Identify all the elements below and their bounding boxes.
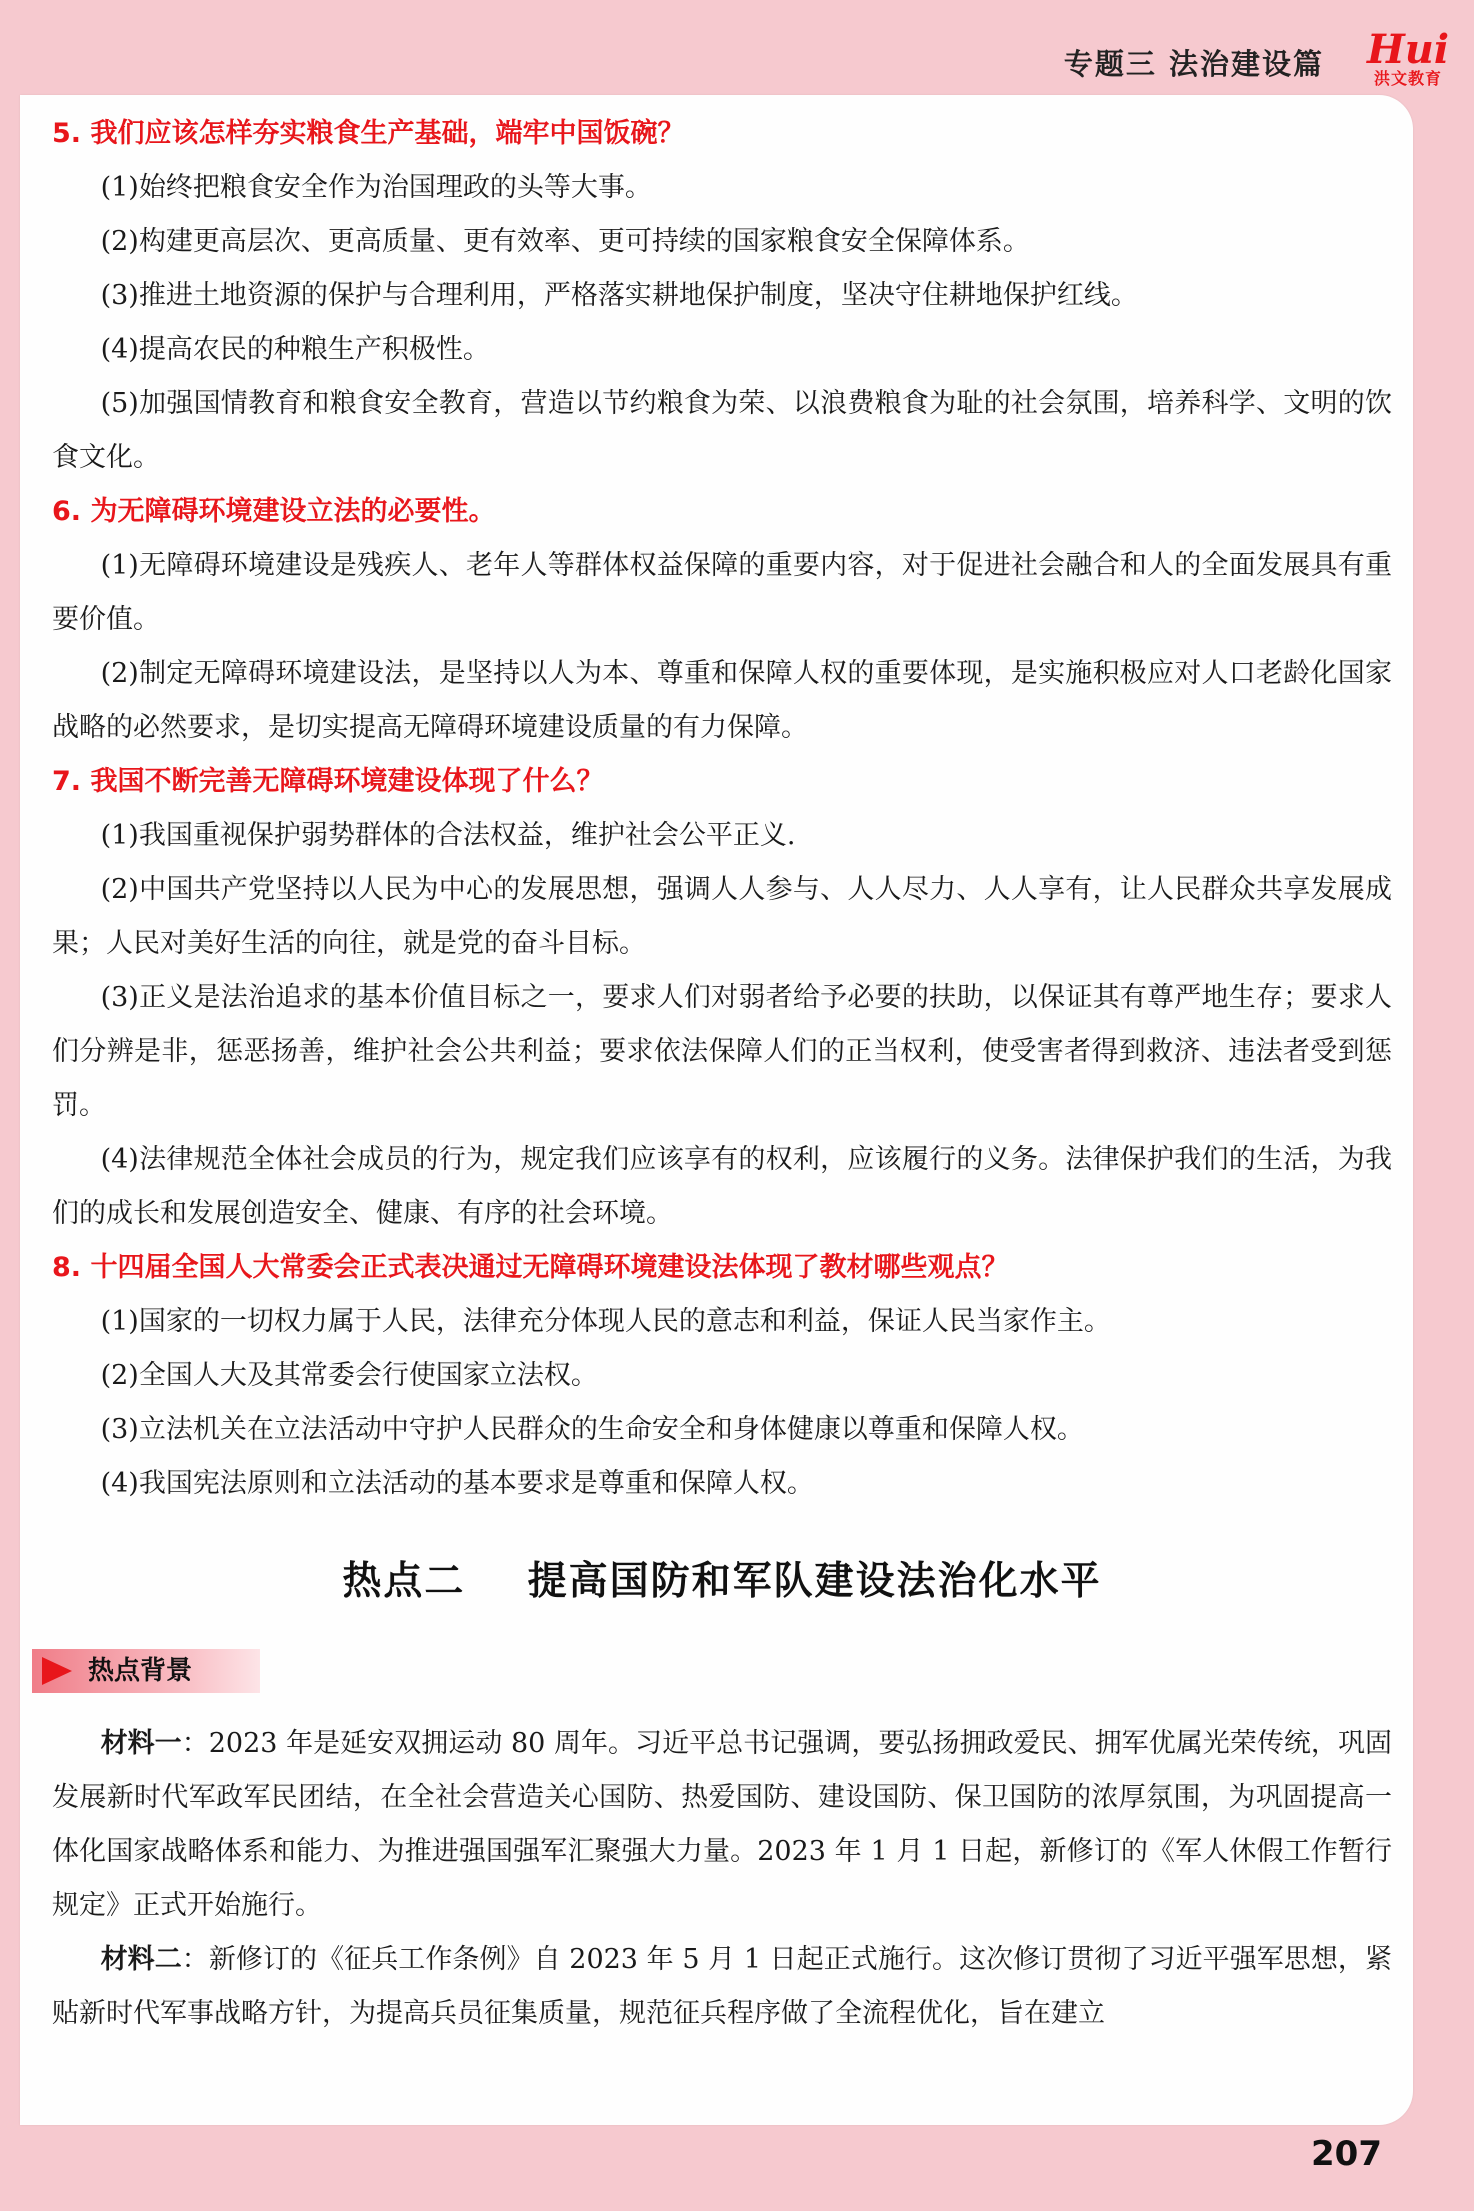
answer-paragraph: (1)始终把粮食安全作为治国理政的头等大事。 (100, 172, 652, 203)
answer-paragraph: (1)无障碍环境建设是残疾人、老年人等群体权益保障的重要内容，对于促进社会融合和人的全面发展具有重要价值。 (52, 550, 1392, 635)
answer-paragraph: (1)国家的一切权力属于人民，法律充分体现人民的意志和利益，保证人民当家作主。 (100, 1306, 1111, 1337)
answer-paragraph: (2)中国共产党坚持以人民为中心的发展思想，强调人人参与、人人尽力、人人享有，让人民群众共享发展成果；人民对美好生活的向往，就是党的奋斗目标。 (52, 874, 1392, 959)
question-block-7 (52, 755, 1392, 1241)
question-heading: 6. 为无障碍环境建设立法的必要性。 (52, 496, 496, 527)
answer-paragraph: (5)加强国情教育和粮食安全教育，营造以节约粮食为荣、以浪费粮食为耻的社会氛围，培养科学、文明的饮食文化。 (52, 388, 1392, 473)
answer-paragraph: (2)构建更高层次、更高质量、更有效率、更可持续的国家粮食安全保障体系。 (100, 226, 1030, 257)
question-heading: 8. 十四届全国人大常委会正式表决通过无障碍环境建设法体现了教材哪些观点？ (52, 1252, 1009, 1283)
question-heading: 5. 我们应该怎样夯实粮食生产基础，端牢中国饭碗？ (52, 118, 685, 149)
answer-paragraph: (3)正义是法治追求的基本价值目标之一，要求人们对弱者给予必要的扶助，以保证其有尊严地生存；要求人们分辨是非，惩恶扬善，维护社会公共利益；要求依法保障人们的正当权利，使受害者得到救济、违法者受到惩罚。 (52, 982, 1392, 1121)
page-content (52, 107, 1392, 2041)
hotspot-heading: 热点二 提高国防和军队建设法治化水平 (342, 1559, 1102, 1604)
answer-paragraph: (2)全国人大及其常委会行使国家立法权。 (100, 1360, 598, 1391)
material-text: ：2023 年是延安双拥运动 80 周年。习近平总书记强调，要弘扬拥政爱民、拥军优属光荣传统，巩固发展新时代军政军民团结，在全社会营造关心国防、热爱国防、建设国防、保卫国防的浓厚氛围，为巩固提高一体化国家战略体系和能力、为推进强国强军汇聚强大力量。2023 年 1 月 1 日起，新修订的《军人休假工作暂行规定》正式开始施行。 (52, 1728, 1392, 1921)
arrow-right-icon (42, 1657, 72, 1685)
answer-paragraph: (4)提高农民的种粮生产积极性。 (100, 334, 490, 365)
answer-paragraph: (1)我国重视保护弱势群体的合法权益，维护社会公平正义. (100, 820, 796, 851)
page-header (0, 0, 1474, 95)
question-block-8 (52, 1241, 1392, 1511)
answer-paragraph: (4)法律规范全体社会成员的行为，规定我们应该享有的权利，应该履行的义务。法律保护我们的生活，为我们的成长和发展创造安全、健康、有序的社会环境。 (52, 1144, 1392, 1229)
material-paragraph (52, 1933, 1392, 2041)
answer-paragraph: (3)推进土地资源的保护与合理利用，严格落实耕地保护制度，坚决守住耕地保护红线。 (100, 280, 1138, 311)
publisher-logo (1360, 26, 1456, 90)
running-title: 专题三 法治建设篇 (1063, 47, 1324, 81)
background-tag (32, 1649, 260, 1693)
material-label: 材料一 (100, 1728, 182, 1759)
page-sheet (20, 95, 1413, 2125)
answer-paragraph: (3)立法机关在立法活动中守护人民群众的生命安全和身体健康以尊重和保障人权。 (100, 1414, 1084, 1445)
question-block-6 (52, 485, 1392, 755)
question-block-5 (52, 107, 1392, 485)
question-heading: 7. 我国不断完善无障碍环境建设体现了什么？ (52, 766, 604, 797)
answer-paragraph: (4)我国宪法原则和立法活动的基本要求是尊重和保障人权。 (100, 1468, 814, 1499)
background-tag-label: 热点背景 (88, 1656, 193, 1686)
publisher-logo-name: 洪文教育 (1373, 69, 1442, 88)
material-paragraph (52, 1717, 1392, 1933)
publisher-logo-mark: Hui (1366, 26, 1450, 73)
material-text: ：新修订的《征兵工作条例》自 2023 年 5 月 1 日起正式施行。这次修订贯彻了习近平强军思想，紧贴新时代军事战略方针，为提高兵员征集质量，规范征兵程序做了全流程优化，旨在建立 (52, 1944, 1392, 2029)
answer-paragraph: (2)制定无障碍环境建设法，是坚持以人为本、尊重和保障人权的重要体现，是实施积极应对人口老龄化国家战略的必然要求，是切实提高无障碍环境建设质量的有力保障。 (52, 658, 1392, 743)
page-number: 207 (1311, 2134, 1382, 2174)
material-label: 材料二 (100, 1944, 182, 1975)
